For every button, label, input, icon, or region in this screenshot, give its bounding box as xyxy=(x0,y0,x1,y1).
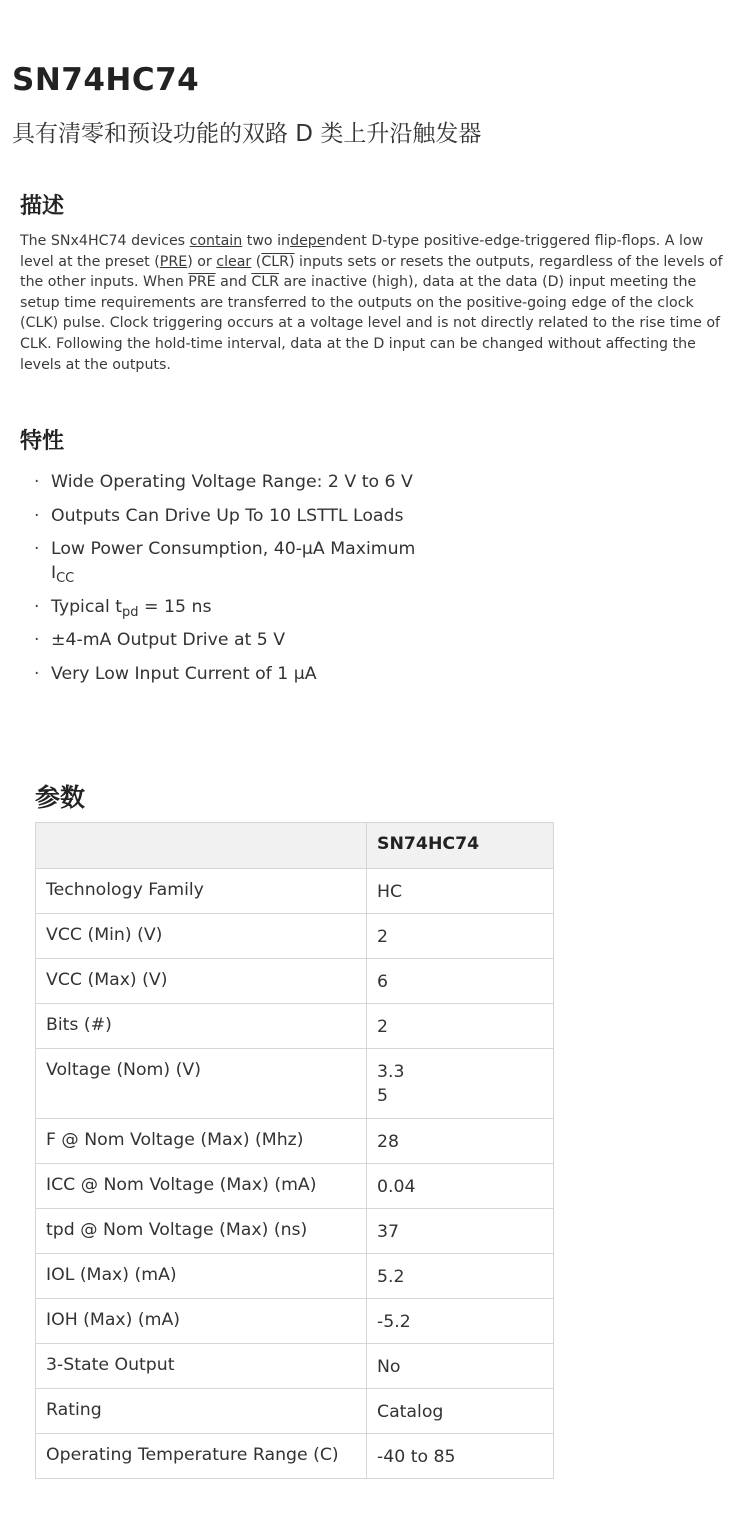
param-name: Voltage (Nom) (V) xyxy=(36,1049,367,1119)
param-value: HC xyxy=(367,869,554,914)
table-row xyxy=(36,1119,554,1164)
param-value: Catalog xyxy=(367,1389,554,1434)
table-row xyxy=(36,1344,554,1389)
bullet-icon: · xyxy=(34,630,40,650)
page-subtitle: 具有清零和预设功能的双路 D 类上升沿触发器 xyxy=(12,121,482,147)
table-row xyxy=(36,1004,554,1049)
features-list xyxy=(32,470,432,695)
table-row xyxy=(36,1254,554,1299)
param-value: 2 xyxy=(367,1004,554,1049)
param-name: F @ Nom Voltage (Max) (Mhz) xyxy=(36,1119,367,1164)
description-text: The SNx4HC74 devices contain two independent D-type positive-edge-triggered flip-flops. A low level at the preset (PRE) or clear (CLR) inputs sets or resets the outputs, regardless of the levels of the other inputs. When $\overline{PRE}$ and $\overline{CLR}$ are inactive (high), data at the data (D) input meeting the setup time requirements are transferred to the outputs on the positive-going edge of the clock (CLK) pulse. Clock triggering occurs at a voltage level and is not directly related to the rise time of CLK. Following the hold-time interval, data at the D input can be changed without affecting the levels at the outputs. xyxy=(20,233,723,373)
bullet-icon: · xyxy=(34,539,40,559)
param-value: -40 to 85 xyxy=(367,1434,554,1479)
table-header-part: SN74HC74 xyxy=(367,823,554,869)
param-name: ICC @ Nom Voltage (Max) (mA) xyxy=(36,1164,367,1209)
feature-item: · Very Low Input Current of 1 µA xyxy=(34,663,317,684)
param-value: 6 xyxy=(367,959,554,1004)
param-name: VCC (Max) (V) xyxy=(36,959,367,1004)
bullet-icon: · xyxy=(34,472,40,492)
table-row xyxy=(36,959,554,1004)
table-header-row xyxy=(36,823,554,869)
param-value: -5.2 xyxy=(367,1299,554,1344)
bullet-icon: · xyxy=(34,505,40,526)
feature-item: · Wide Operating Voltage Range: 2 V to 6 V xyxy=(34,472,413,492)
param-value: 28 xyxy=(367,1119,554,1164)
param-value: 0.04 xyxy=(367,1164,554,1209)
page-title: SN74HC74 xyxy=(12,62,200,98)
feature-item: · Outputs Can Drive Up To 10 LSTTL Loads xyxy=(34,505,404,526)
parameters-table xyxy=(35,822,554,1479)
bullet-icon: · xyxy=(34,663,40,684)
table-row xyxy=(36,1209,554,1254)
param-value: 37 xyxy=(367,1209,554,1254)
param-name: 3-State Output xyxy=(36,1344,367,1389)
param-name: Bits (#) xyxy=(36,1004,367,1049)
table-row xyxy=(36,869,554,914)
param-name: IOH (Max) (mA) xyxy=(36,1299,367,1344)
description-heading: 描述 xyxy=(20,194,65,219)
param-value: 5.2 xyxy=(367,1254,554,1299)
table-header-cell xyxy=(36,823,367,869)
param-name: VCC (Min) (V) xyxy=(36,914,367,959)
param-name: Rating xyxy=(36,1389,367,1434)
bullet-icon: · xyxy=(34,596,40,617)
param-value: No xyxy=(367,1344,554,1389)
feature-item: · Typical $t_{pd} = 15$ ns xyxy=(34,596,212,620)
table-row xyxy=(36,1389,554,1434)
param-name: Operating Temperature Range (C) xyxy=(36,1434,367,1479)
param-name: IOL (Max) (mA) xyxy=(36,1254,367,1299)
param-name: tpd @ Nom Voltage (Max) (ns) xyxy=(36,1209,367,1254)
param-value: 2 xyxy=(367,914,554,959)
table-row xyxy=(36,1164,554,1209)
parameters-heading: 参数 xyxy=(35,783,86,812)
table-row xyxy=(36,1434,554,1479)
param-name: Technology Family xyxy=(36,869,367,914)
feature-item: · ±4-mA Output Drive at 5 V xyxy=(34,630,286,650)
param-value: 3.3 5 xyxy=(367,1049,554,1119)
table-row xyxy=(36,1299,554,1344)
table-row xyxy=(36,1049,554,1119)
table-row xyxy=(36,914,554,959)
feature-item: · Low Power Consumption, 40-µA Maximum $I_{CC}$ xyxy=(34,539,416,586)
features-heading: 特性 xyxy=(20,429,65,454)
